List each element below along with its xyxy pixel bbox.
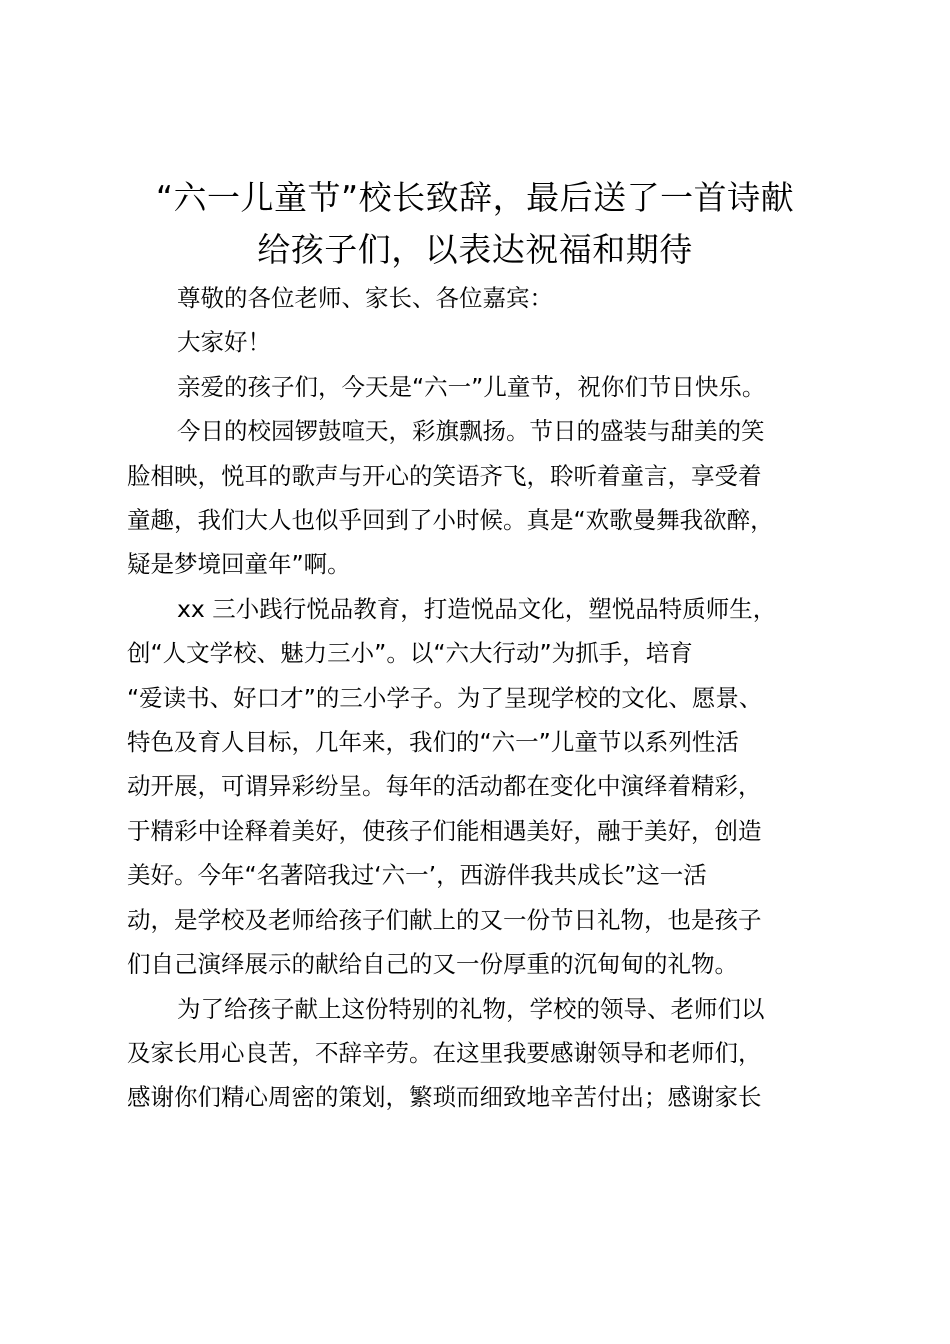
text-line: “爱读书、好口才”的三小学子。为了呈现学校的文化、愿景、 bbox=[127, 683, 763, 712]
text-line: 尊敬的各位老师、家长、各位嘉宾： bbox=[177, 284, 553, 312]
body-paragraph bbox=[127, 365, 837, 409]
document-title bbox=[100, 172, 850, 276]
body-paragraph bbox=[127, 409, 837, 587]
text-line: 创“人文学校、魅力三小”。以“六大行动”为抓手，培育 bbox=[127, 639, 693, 668]
text-line: 动开展，可谓异彩纷呈。每年的活动都在变化中演绎着精彩， bbox=[127, 772, 762, 801]
text-line: 今日的校园锣鼓喧天，彩旗飘扬。节日的盛装与甜美的笑 bbox=[177, 417, 765, 446]
text-line: 于精彩中诠释着美好，使孩子们能相遇美好，融于美好，创造 bbox=[127, 816, 762, 845]
text-line: 亲爱的孩子们，今天是“六一”儿童节，祝你们节日快乐。 bbox=[177, 372, 766, 401]
text-line: 特色及育人目标，几年来，我们的“六一”儿童节以系列性活 bbox=[127, 728, 739, 757]
text-line: 们自己演绎展示的献给自己的又一份厚重的沉甸甸的礼物。 bbox=[127, 950, 738, 979]
greeting-paragraph bbox=[127, 320, 837, 364]
title-line: 给孩子们，以表达祝福和期待 bbox=[257, 230, 693, 269]
text-line: 大家好！ bbox=[177, 328, 271, 357]
body-paragraph bbox=[127, 987, 837, 1120]
text-line: 及家长用心良苦，不辞辛劳。在这里我要感谢领导和老师们， bbox=[127, 1038, 762, 1067]
text-line: 为了给孩子献上这份特别的礼物，学校的领导、老师们以 bbox=[177, 994, 765, 1023]
body-paragraph bbox=[127, 587, 837, 987]
text-line: 美好。今年“名著陪我过‘六一’，西游伴我共成长”这一活 bbox=[127, 861, 707, 890]
title-line: “六一儿童节”校长致辞，最后送了一首诗献 bbox=[155, 178, 795, 217]
salutation-paragraph bbox=[127, 276, 837, 320]
text-line: 感谢你们精心周密的策划，繁琐而细致地辛苦付出；感谢家长 bbox=[127, 1083, 762, 1112]
text-line: 童趣，我们大人也似乎回到了小时候。真是“欢歌曼舞我欲醉， bbox=[127, 506, 774, 535]
text-line: 疑是梦境回童年”啊。 bbox=[127, 550, 351, 579]
text-line: 脸相映，悦耳的歌声与开心的笑语齐飞，聆听着童言，享受着 bbox=[127, 461, 762, 490]
document-body bbox=[127, 276, 837, 1120]
text-line: xx 三小践行悦品教育，打造悦品文化，塑悦品特质师生， bbox=[177, 594, 777, 623]
text-line: 动，是学校及老师给孩子们献上的又一份节日礼物，也是孩子 bbox=[127, 905, 762, 934]
